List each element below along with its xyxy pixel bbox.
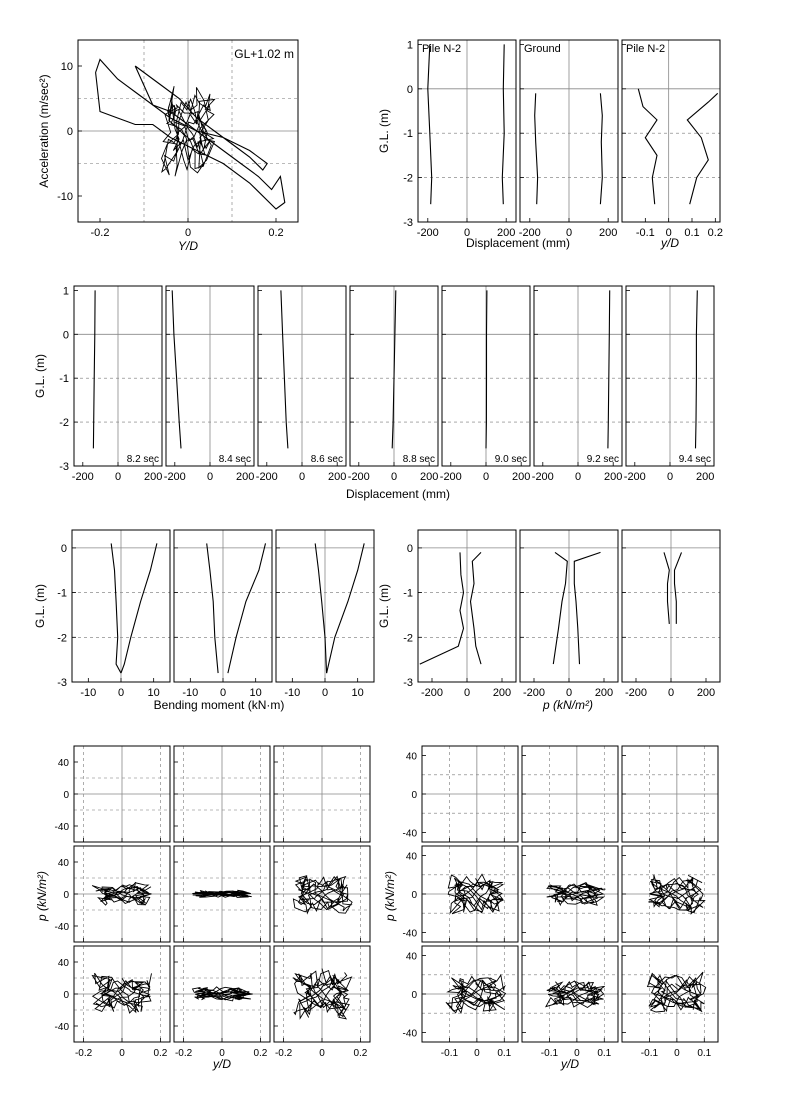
gl-profile-panel bbox=[520, 40, 618, 222]
moment-line bbox=[228, 543, 266, 673]
x-tick-label: 200 bbox=[492, 687, 512, 699]
y-axis-title: G.L. (m) bbox=[377, 584, 391, 628]
x-tick-label: 0 bbox=[574, 471, 582, 483]
displacement-panel bbox=[258, 286, 346, 466]
x-tick-label: 0.1 bbox=[497, 1048, 512, 1059]
x-tick-label: -200 bbox=[347, 471, 370, 483]
x-tick-label: 0 bbox=[665, 227, 672, 239]
time-label: 9.4 sec bbox=[678, 454, 711, 465]
x-tick-label: -200 bbox=[624, 687, 648, 699]
y-tick-label: 0 bbox=[411, 790, 417, 801]
y-tick-label: 0 bbox=[406, 542, 413, 555]
y-tick-label: -2 bbox=[403, 632, 413, 645]
p-y-panel bbox=[274, 846, 370, 942]
y-tick-label: -3 bbox=[57, 677, 67, 689]
y-tick-label: 40 bbox=[405, 751, 417, 763]
profile-line bbox=[600, 93, 602, 204]
y-tick-label: 0 bbox=[66, 126, 73, 138]
displacement-panel bbox=[350, 286, 438, 466]
x-tick-label: -200 bbox=[623, 471, 646, 483]
displacement-line bbox=[696, 290, 698, 448]
profile-line bbox=[535, 93, 538, 204]
x-tick-label: 0 bbox=[219, 1048, 225, 1059]
gl-profile-panel bbox=[418, 40, 516, 222]
x-tick-label: -10 bbox=[80, 687, 97, 699]
x-tick-label: 0.2 bbox=[268, 227, 284, 239]
displacement-line bbox=[608, 290, 610, 448]
y-axis-title: p (kN/m²) bbox=[35, 871, 49, 921]
displacement-panel bbox=[166, 286, 254, 466]
y-tick-label: -3 bbox=[403, 677, 413, 689]
x-tick-label: 0.2 bbox=[253, 1048, 268, 1059]
x-tick-label: 200 bbox=[696, 471, 715, 483]
y-tick-label: -40 bbox=[54, 922, 69, 933]
y-tick-label: -1 bbox=[403, 128, 413, 141]
pressure-panel bbox=[520, 530, 618, 682]
x-tick-label: -200 bbox=[439, 471, 462, 483]
x-tick-label: 0 bbox=[114, 471, 122, 483]
p-y-panel bbox=[422, 746, 518, 842]
x-tick-label: 200 bbox=[594, 687, 614, 699]
x-tick-label: 0.2 bbox=[153, 1048, 168, 1059]
x-tick-label: 0.2 bbox=[707, 227, 723, 239]
x-tick-label: 0 bbox=[390, 471, 398, 483]
y-tick-label: 40 bbox=[405, 951, 417, 963]
p-y-panel bbox=[522, 846, 618, 942]
x-axis-title: Y/D bbox=[177, 239, 199, 253]
x-tick-label: -0.1 bbox=[635, 227, 655, 239]
acceleration-loop bbox=[96, 60, 285, 210]
x-tick-label: 0 bbox=[298, 471, 306, 483]
p-y-panel bbox=[622, 946, 718, 1042]
x-tick-label: -0.2 bbox=[174, 1048, 193, 1059]
displacement-line bbox=[486, 290, 487, 448]
y-tick-label: -1 bbox=[57, 587, 67, 600]
x-tick-label: 200 bbox=[420, 471, 439, 483]
x-tick-label: 10 bbox=[249, 687, 262, 699]
p-y-loop bbox=[293, 876, 352, 913]
y-tick-label: 0 bbox=[411, 890, 417, 901]
pressure-panel bbox=[418, 530, 516, 682]
x-tick-label: 0 bbox=[219, 687, 227, 699]
gl-profile-panel bbox=[622, 40, 720, 222]
x-tick-label: 0.2 bbox=[353, 1048, 368, 1059]
y-tick-label: 0 bbox=[411, 990, 417, 1001]
x-tick-label: 0 bbox=[565, 227, 573, 239]
moment-line bbox=[327, 543, 365, 673]
panel-label: Ground bbox=[524, 43, 561, 55]
y-tick-label: 0 bbox=[60, 542, 67, 555]
time-label: 8.2 sec bbox=[126, 454, 159, 465]
plot-frame bbox=[622, 40, 720, 222]
x-axis-title: y/D bbox=[661, 236, 679, 250]
p-y-panel bbox=[422, 846, 518, 942]
y-tick-label: 1 bbox=[62, 285, 69, 298]
x-tick-label: 200 bbox=[696, 687, 716, 699]
pressure-line bbox=[471, 552, 482, 664]
x-tick-label: 10 bbox=[351, 687, 364, 699]
p-y-panel bbox=[174, 946, 270, 1042]
p-y-panel bbox=[622, 846, 718, 942]
y-tick-label: 40 bbox=[405, 851, 417, 863]
x-tick-label: -10 bbox=[182, 687, 199, 699]
time-label: 9.2 sec bbox=[586, 454, 619, 465]
panel-label: Pile N-2 bbox=[422, 43, 462, 55]
y-axis-title: G.L. (m) bbox=[33, 584, 47, 628]
bending-panel bbox=[174, 530, 272, 682]
y-tick-label: -40 bbox=[402, 928, 417, 940]
p-y-panel bbox=[174, 746, 270, 842]
y-tick-label: -40 bbox=[402, 828, 417, 840]
displacement-panel bbox=[534, 286, 622, 466]
p-y-panel bbox=[274, 946, 370, 1042]
y-axis-title: Acceleration (m/sec²) bbox=[37, 74, 51, 188]
y-tick-label: -2 bbox=[59, 417, 69, 430]
profile-line bbox=[428, 44, 432, 204]
x-tick-label: -0.2 bbox=[90, 227, 110, 239]
p-y-panel bbox=[74, 846, 170, 942]
x-tick-label: 10 bbox=[147, 687, 160, 699]
acceleration-chart bbox=[78, 40, 298, 222]
displacement-panel bbox=[442, 286, 530, 466]
time-label: 8.4 sec bbox=[218, 454, 251, 465]
y-tick-label: 0 bbox=[63, 890, 69, 901]
x-tick-label: 0 bbox=[206, 471, 214, 483]
y-tick-label: 0 bbox=[63, 990, 69, 1001]
profile-line bbox=[502, 44, 504, 204]
x-tick-label: 0 bbox=[321, 687, 329, 699]
displacement-line bbox=[172, 290, 181, 448]
x-tick-label: -0.1 bbox=[640, 1048, 659, 1059]
x-tick-label: 0 bbox=[674, 1048, 680, 1059]
x-tick-label: -10 bbox=[284, 687, 301, 699]
x-tick-label: 200 bbox=[236, 471, 255, 483]
p-y-panel bbox=[174, 846, 270, 942]
x-tick-label: 0.1 bbox=[697, 1048, 712, 1059]
y-tick-label: -2 bbox=[403, 172, 413, 185]
y-tick-label: 10 bbox=[60, 61, 73, 73]
y-tick-label: 40 bbox=[57, 958, 69, 969]
x-tick-label: 200 bbox=[328, 471, 347, 483]
moment-line bbox=[207, 543, 218, 673]
x-tick-label: 0 bbox=[117, 687, 125, 699]
y-tick-label: -10 bbox=[57, 191, 73, 203]
y-tick-label: 0 bbox=[406, 83, 413, 96]
x-tick-label: 0 bbox=[463, 687, 471, 699]
x-tick-label: 200 bbox=[599, 227, 618, 239]
moment-line bbox=[121, 543, 157, 673]
x-tick-label: 200 bbox=[497, 227, 516, 239]
p-y-panel bbox=[522, 746, 618, 842]
pressure-line bbox=[574, 552, 600, 664]
x-axis-title: Displacement (mm) bbox=[465, 236, 571, 250]
y-tick-label: 40 bbox=[57, 858, 69, 869]
y-tick-label: 1 bbox=[406, 39, 413, 52]
pressure-line bbox=[675, 552, 682, 624]
x-tick-label: 0 bbox=[119, 1048, 125, 1059]
x-tick-label: 0 bbox=[463, 227, 471, 239]
x-axis-title: Displacement (mm) bbox=[345, 487, 451, 501]
x-tick-label: -200 bbox=[71, 471, 94, 483]
p-y-panel bbox=[274, 746, 370, 842]
p-y-panel bbox=[74, 946, 170, 1042]
x-tick-label: -200 bbox=[163, 471, 186, 483]
y-axis-title: G.L. (m) bbox=[33, 354, 47, 398]
x-tick-label: -200 bbox=[416, 227, 439, 239]
displacement-panel bbox=[626, 286, 714, 466]
x-tick-label: -0.2 bbox=[274, 1048, 293, 1059]
p-y-loop bbox=[193, 987, 253, 1001]
y-tick-label: 40 bbox=[57, 758, 69, 769]
time-label: 8.8 sec bbox=[402, 454, 435, 465]
pressure-line bbox=[420, 552, 464, 664]
x-tick-label: 0 bbox=[565, 687, 573, 699]
x-tick-label: -0.1 bbox=[440, 1048, 459, 1059]
time-label: 8.6 sec bbox=[310, 454, 343, 465]
displacement-panel bbox=[74, 286, 162, 466]
profile-line bbox=[638, 89, 657, 204]
x-axis-title: Bending moment (kN·m) bbox=[153, 698, 285, 712]
y-axis-title: G.L. (m) bbox=[377, 109, 391, 153]
displacement-line bbox=[281, 290, 288, 448]
x-tick-label: 0 bbox=[667, 687, 675, 699]
x-tick-label: -200 bbox=[420, 687, 444, 699]
annotation-label: GL+1.02 m bbox=[234, 47, 294, 61]
x-tick-label: 0 bbox=[482, 471, 490, 483]
x-tick-label: 0 bbox=[184, 227, 192, 239]
p-y-panel bbox=[422, 946, 518, 1042]
x-tick-label: 200 bbox=[144, 471, 163, 483]
pressure-panel bbox=[622, 530, 720, 682]
pressure-line bbox=[553, 552, 567, 664]
x-tick-label: 0 bbox=[666, 471, 674, 483]
y-tick-label: -1 bbox=[59, 373, 69, 386]
x-tick-label: 0 bbox=[574, 1048, 580, 1059]
x-tick-label: 200 bbox=[512, 471, 531, 483]
p-y-panel bbox=[522, 946, 618, 1042]
x-axis-title: p (kN/m²) bbox=[543, 698, 593, 712]
x-tick-label: -0.1 bbox=[540, 1048, 559, 1059]
bending-panel bbox=[276, 530, 374, 682]
x-tick-label: -0.2 bbox=[74, 1048, 93, 1059]
x-tick-label: -200 bbox=[531, 471, 554, 483]
x-axis-title: y/D bbox=[213, 1057, 231, 1071]
panel-label: Pile N-2 bbox=[626, 43, 666, 55]
x-tick-label: 0 bbox=[319, 1048, 325, 1059]
x-tick-label: 0.1 bbox=[684, 227, 700, 239]
x-axis-title: y/D bbox=[561, 1057, 579, 1071]
moment-line bbox=[111, 543, 121, 673]
x-tick-label: -200 bbox=[255, 471, 278, 483]
y-tick-label: -40 bbox=[54, 822, 69, 833]
x-tick-label: 0 bbox=[474, 1048, 480, 1059]
y-axis-title: p (kN/m²) bbox=[383, 871, 397, 921]
p-y-panel bbox=[74, 746, 170, 842]
y-tick-label: -40 bbox=[402, 1028, 417, 1040]
y-tick-label: -3 bbox=[403, 217, 413, 229]
p-y-panel bbox=[622, 746, 718, 842]
time-label: 9.0 sec bbox=[494, 454, 527, 465]
x-tick-label: 200 bbox=[604, 471, 623, 483]
profile-line bbox=[687, 93, 717, 204]
displacement-line bbox=[93, 290, 95, 448]
y-tick-label: 0 bbox=[63, 790, 69, 801]
x-tick-label: 0.1 bbox=[597, 1048, 612, 1059]
y-tick-label: -3 bbox=[59, 461, 69, 473]
x-tick-label: -200 bbox=[518, 227, 541, 239]
x-tick-label: -200 bbox=[522, 687, 546, 699]
bending-panel bbox=[72, 530, 170, 682]
pressure-line bbox=[664, 552, 669, 624]
y-tick-label: -1 bbox=[403, 587, 413, 600]
y-tick-label: 0 bbox=[62, 329, 69, 342]
y-tick-label: -2 bbox=[57, 632, 67, 645]
y-tick-label: -40 bbox=[54, 1022, 69, 1033]
